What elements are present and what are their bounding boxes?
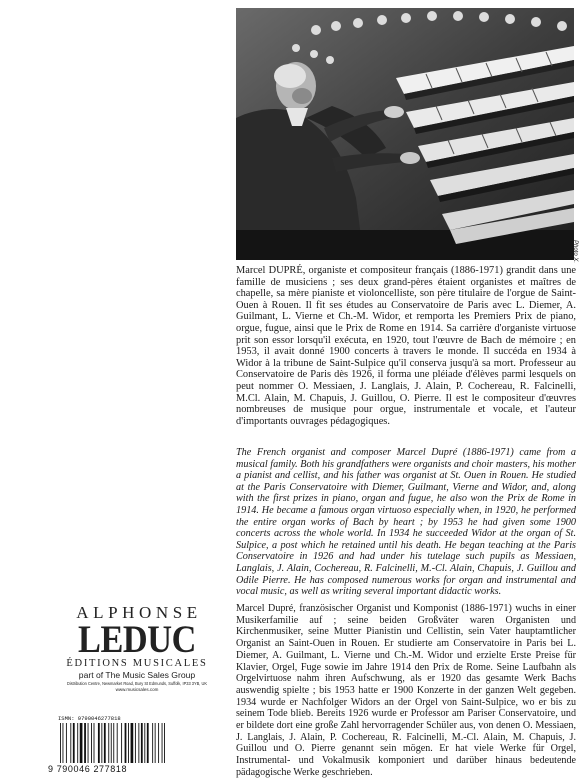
publisher-name: LEDUC: [78, 618, 196, 661]
barcode-bars: [58, 723, 176, 764]
publisher-editions: ÉDITIONS MUSICALES: [66, 658, 208, 669]
ismn-label: ISMN: 9790046277818: [58, 715, 121, 722]
publisher-group: part of The Music Sales Group: [78, 670, 196, 680]
biography-french: Marcel DUPRÉ, organiste et compositeur français (1886-1971) grandit dans une famille de musiciens ; ses deux grand-pères étaient organistes et maîtres de chapelle, sa mère pianiste et violoncelliste, son père titulaire de l'orgue de Saint-Ouen à Rouen. Il fit ses études au Conservatoire de Paris avec L. Diemer, A. Guilmant, L. Vierne et Ch.-M. Widor, et remporta les Premiers Prix de piano, orgue, fugue, ainsi que le Prix de Rome en 1914. Sa carrière d'organiste virtuose prit son essor lorsqu'il exécuta, en 1920, tout l'œuvre de Bach de mémoire ; en 1953, il avait donné 1900 concerts à travers le monde. Il succéda en 1934 à Widor à la tribune de Saint-Sulpice qu'il conserva jusqu'à sa mort. Professeur au Conservatoire de Paris dès 1926, il forma une pléiade d'élèves parmi lesquels on peut nommer O. Messiaen, J. Langlais, J. Alain, P. Cochereau, R. Falcinelli, M.Cl. Alain, M. Chapuis, J. Guillou, O. Pierre. Il est le compositeur d'œuvres nombreuses de musique pour orgue, instrumentale et vocale, et l'auteur d'importants ouvrages pédagogiques.: [236, 265, 576, 427]
publisher-website: www.musicsales.com: [115, 687, 159, 692]
photo-credit: Photo X.: [572, 240, 578, 264]
biography-english: The French organist and composer Marcel Dupré (1886-1971) came from a musical family. Both his grandfathers were organists and choir masters, his mother a pianist and cellist, and his father was organist at St. Ouen in Rouen. He studied at the Paris Conservatoire with Diemer, Guilmant, Vierne and Widor, and, along with the first prizes in piano, organ and fugue, he also won the Prix de Rome in 1914. He became a famous organ virtuoso especially when, in 1920, he performed the entire organ works of Bach by heart ; by 1953 he had given some 1900 concerts across the whole world. In 1934 he succeeded Widor at the organ of St. Sulpice, a post which he retained until his death. He began teaching at the Paris Conservatoire in 1926 and had under his tutelage such pupils as Messiaen, Langlais, J. Alain, Cochereau, R. Falcinelli, M.-Cl. Alain, Chapuis, J. Guillou and Odile Pierre. He has composed numerous works for organ and instrumental and vocal music, as well as writing several important didactic works.: [236, 447, 576, 598]
publisher-logo: [52, 604, 222, 693]
publisher-first-name: ALPHONSE: [76, 603, 202, 622]
barcode-digits: 9 790046 277818: [48, 764, 128, 774]
publisher-address: Distribution Centre, Newmarket Road, Bury St Edmunds, Suffolk, IP33 3YB, UK: [66, 681, 208, 686]
barcode: [48, 715, 178, 777]
organist-photo: [236, 8, 574, 260]
biography-german: Marcel Dupré, französischer Organist und Komponist (1886-1971) wuchs in einer Musikerfamilie auf ; seine beiden Großväter waren Organisten und Kirchenmusiker, seine Mutter Pianistin und Cellistin, sein Vater hauptamtlicher Organist an Saint-Ouen in Rouen. Er studierte am Conservatoire in Paris bei L. Diemer, A. Guilmant, L. Vierne und Ch.-M. Widor und erzielte Erste Preise für Klavier, Orgel, Fuge sowie im Jahre 1914 den Prix de Rome. Seine Laufbahn als Orgelvirtuose nahm ihren Aufschwung, als er 1920 das gesamte Werk Bachs auswendig spielte ; bis 1953 hatte er 1900 Konzerte in der ganzen Welt gegeben. 1934 wurde er Nachfolger Widors an der Orgel von Saint-Sulpice, wo er bis zu seinem Tode blieb. Bereits 1926 wurde er Professor am Pariser Conservatoire, und er bildete dort eine große Zahl hervorragender Schüler aus, von denen O. Messiaen, J. Langlais, J. Alain, P. Cochereau, R. Falcinelli, M.-Cl. Alain, M. Chapuis, J. Guillou und O. Pierre genannt sein mögen. Er hat viele Werke für Orgel, Instrumental- und Vokalmusik komponiert und darüber hinaus bedeutende pädagogische Werke geschrieben.: [236, 603, 576, 778]
